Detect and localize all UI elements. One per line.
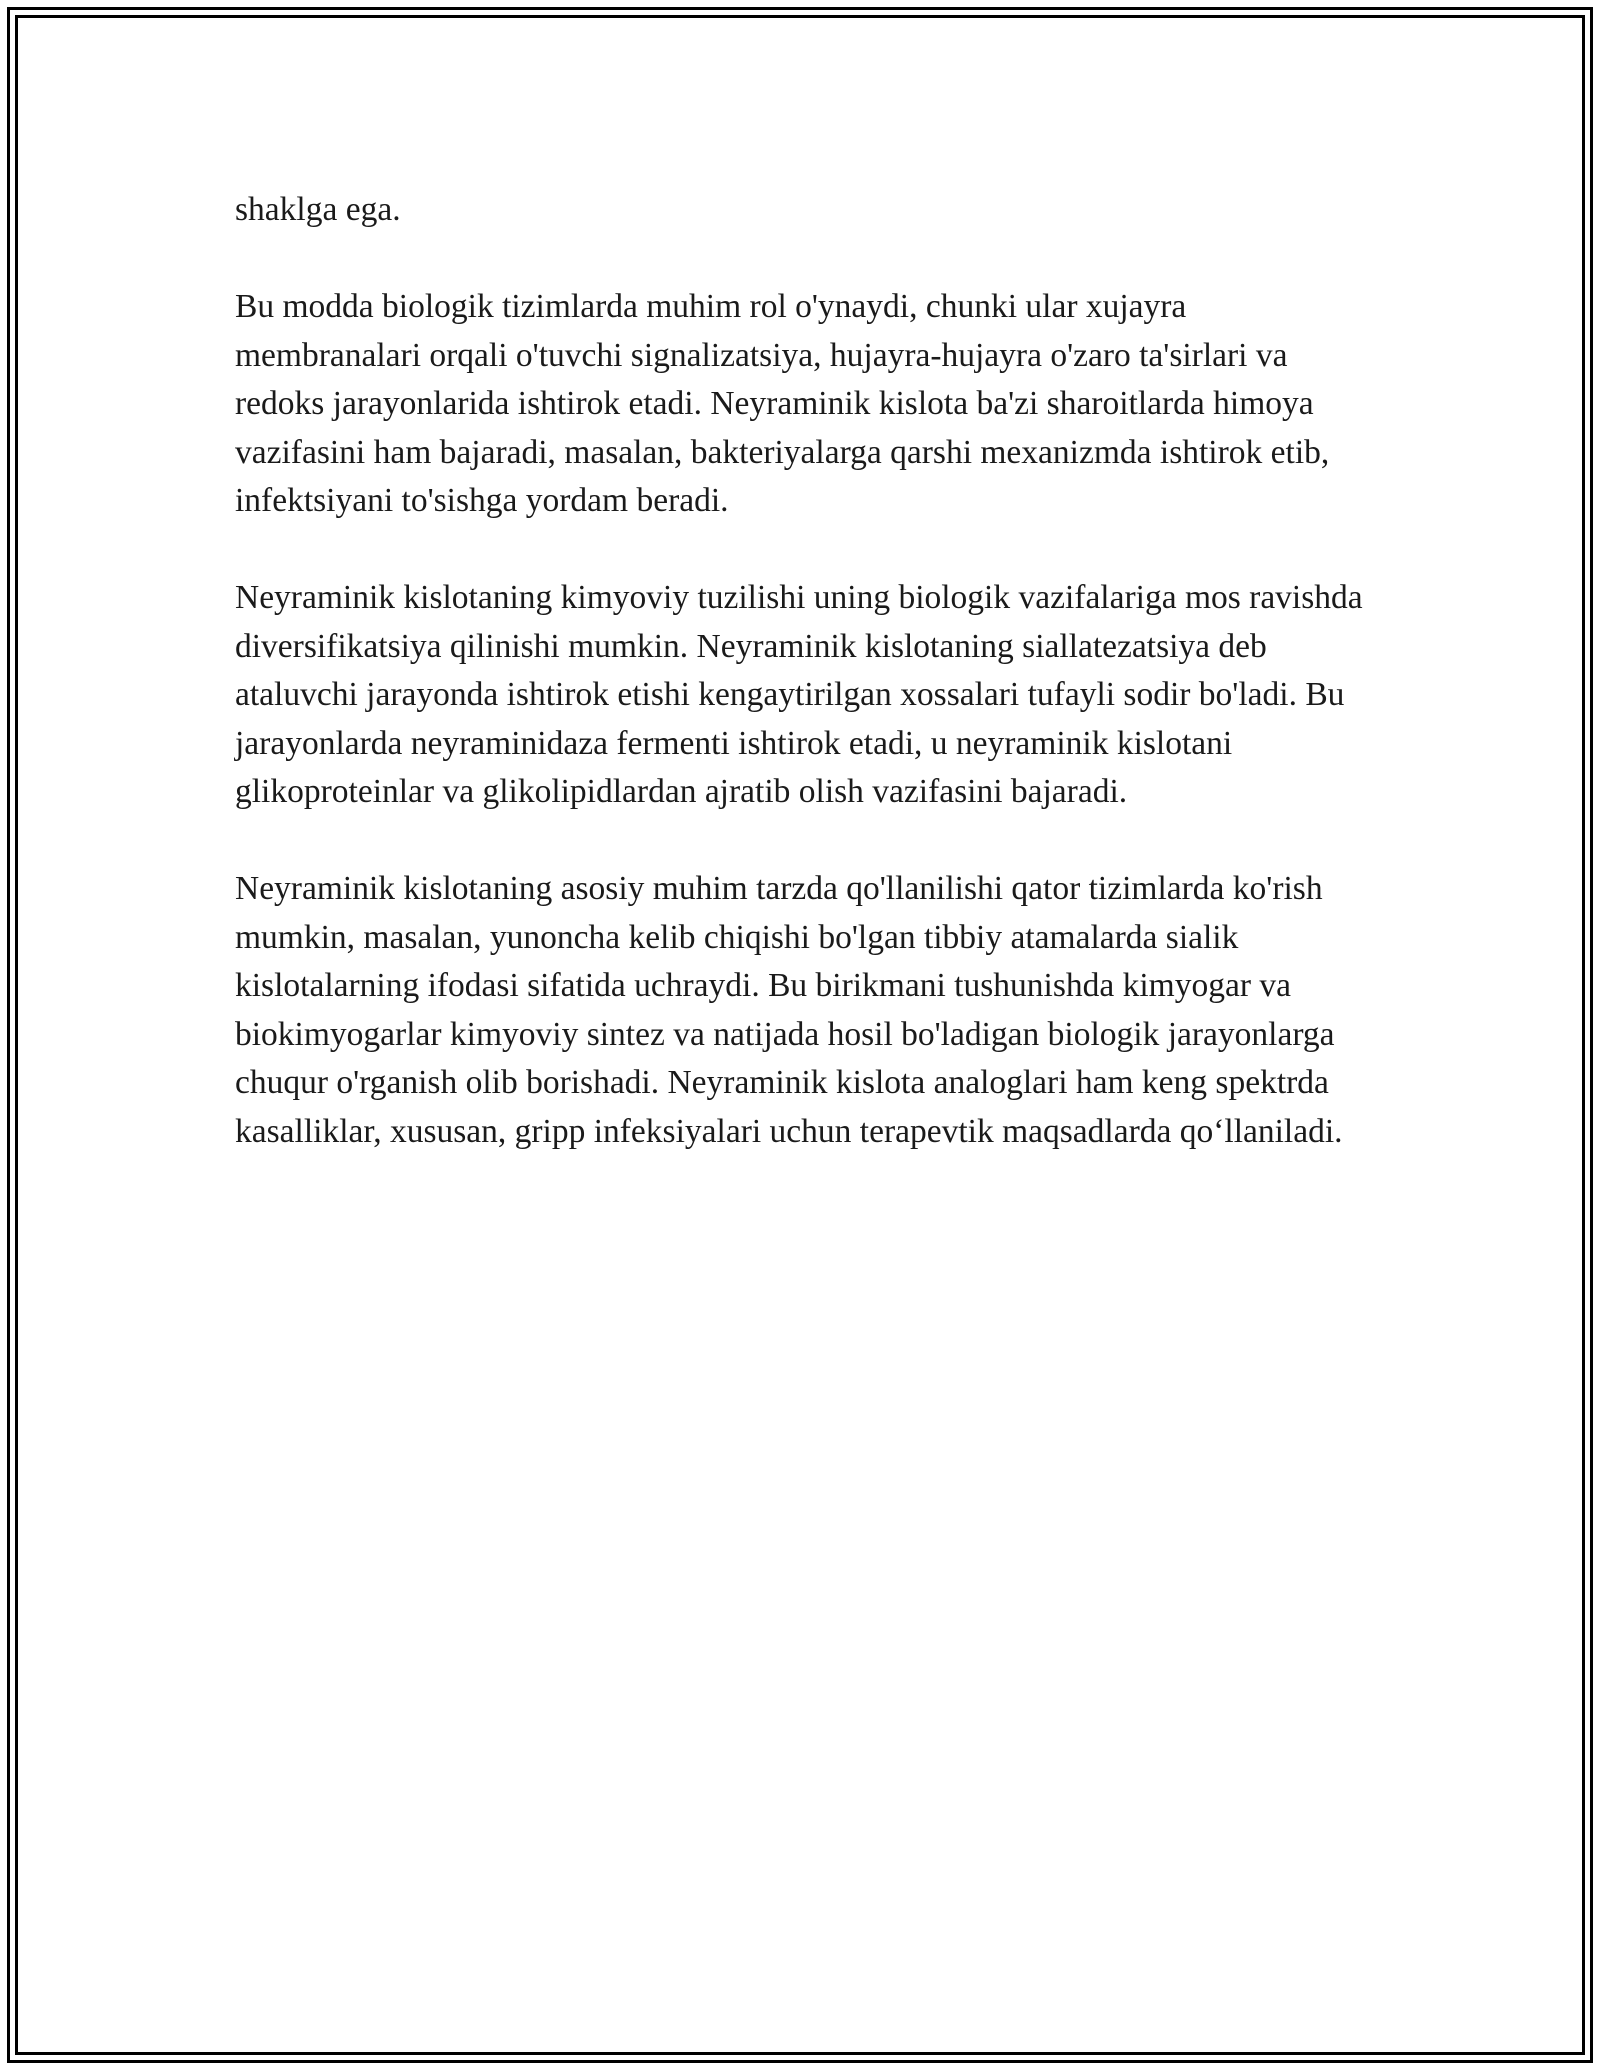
paragraph-4: Neyraminik kislotaning asosiy muhim tarzda qo'llanilishi qator tizimlarda ko'rish mumkin, masalan, yunoncha kelib chiqishi bo'lgan tibbiy atamalarda sialik kislotalarning ifodasi sifatida uchraydi. Bu birikmani tushunishda kimyogar va biokimyogarlar kimyoviy sintez va natijada hosil bo'ladigan biologik jarayonlarga chuqur o'rganish olib borishadi. Neyraminik kislota analoglari ham keng spektrda kasalliklar, xususan, gripp infeksiyalari uchun terapevtik maqsadlarda qo‘llaniladi.: [235, 870, 1343, 1150]
paragraph-2: Bu modda biologik tizimlarda muhim rol o'ynaydi, chunki ular xujayra membranalari orqali o'tuvchi signalizatsiya, hujayra-hujayra o'zaro ta'sirlari va redoks jarayonlarida ishtirok etadi. Neyraminik kislota ba'zi sharoitlarda himoya vazifasini ham bajaradi, masalan, bakteriyalarga qarshi mexanizmda ishtirok etib, infektsiyani to'sishga yordam beradi.: [235, 288, 1330, 519]
paragraph-1: shaklga ega.: [235, 191, 401, 228]
paragraph-3: Neyraminik kislotaning kimyoviy tuzilishi uning biologik vazifalariga mos ravishda diversifikatsiya qilinishi mumkin. Neyraminik kislotaning siallatezatsiya deb ataluvchi jarayonda ishtirok etishi kengaytirilgan xossalari tufayli sodir bo'ladi. Bu jarayonlarda neyraminidaza fermenti ishtirok etadi, u neyraminik kislotani glikoproteinlar va glikolipidlardan ajratib olish vazifasini bajaradi.: [235, 579, 1363, 810]
document-body: [235, 186, 1370, 1205]
